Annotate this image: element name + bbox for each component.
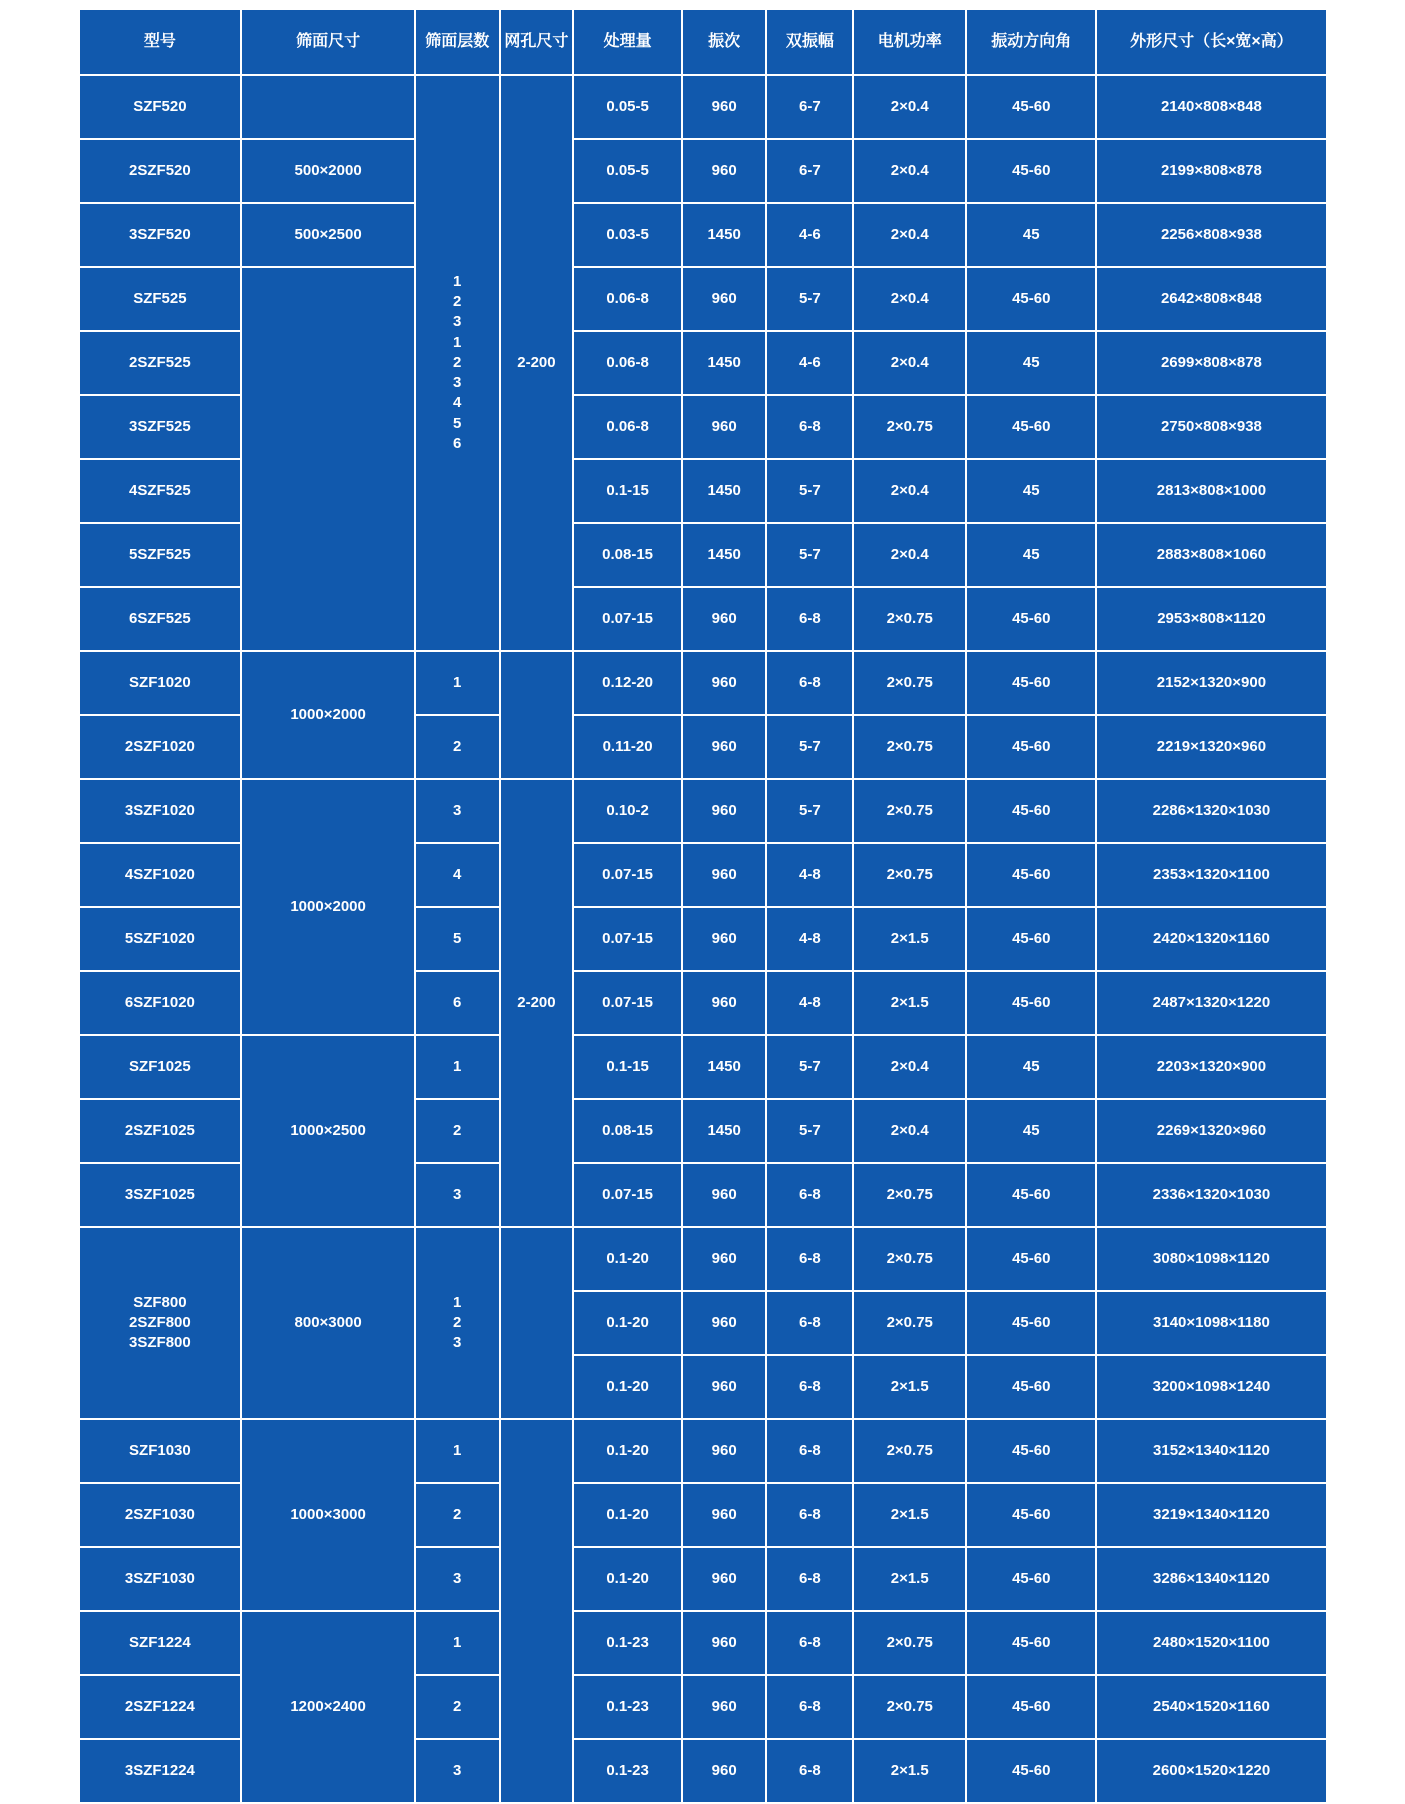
cell-dimensions: 2642×808×848 (1096, 267, 1326, 331)
cell-frequency: 1450 (682, 459, 767, 523)
cell-angle: 45-60 (966, 1675, 1096, 1739)
cell-model: 3SZF1020 (79, 779, 242, 843)
cell-angle: 45-60 (966, 75, 1096, 139)
cell-frequency: 960 (682, 1291, 767, 1355)
cell-angle: 45-60 (966, 715, 1096, 779)
cell-dimensions: 2953×808×1120 (1096, 587, 1326, 651)
table-row (79, 139, 1327, 203)
table-row (79, 779, 1327, 843)
cell-amplitude: 6-8 (766, 395, 853, 459)
cell-frequency: 960 (682, 907, 767, 971)
cell-capacity: 0.1-20 (573, 1227, 682, 1291)
cell-angle: 45-60 (966, 1163, 1096, 1227)
cell-model: SZF520 (79, 75, 242, 139)
cell-amplitude: 4-6 (766, 203, 853, 267)
cell-dimensions: 3140×1098×1180 (1096, 1291, 1326, 1355)
cell-screen-layers: 4 (415, 843, 500, 907)
cell-model: SZF1025 (79, 1035, 242, 1099)
cell-mesh-size: 2-200 (500, 75, 574, 651)
cell-dimensions: 2699×808×878 (1096, 331, 1326, 395)
cell-screen-layers-stack: 1 2 3 1 2 3 4 5 6 (415, 75, 500, 651)
cell-capacity: 0.03-5 (573, 203, 682, 267)
cell-angle: 45 (966, 523, 1096, 587)
cell-dimensions: 2353×1320×1100 (1096, 843, 1326, 907)
cell-dimensions: 3152×1340×1120 (1096, 1419, 1326, 1483)
cell-frequency: 960 (682, 1611, 767, 1675)
cell-screen-surface-size: 1200×2400 (241, 1611, 415, 1803)
table-row (79, 1227, 1327, 1291)
table-row (79, 1035, 1327, 1099)
cell-model: 3SZF1030 (79, 1547, 242, 1611)
cell-screen-surface-size: 500×2000 (241, 139, 415, 203)
cell-dimensions: 2152×1320×900 (1096, 651, 1326, 715)
cell-dimensions: 2480×1520×1100 (1096, 1611, 1326, 1675)
cell-power: 2×1.5 (853, 1547, 966, 1611)
cell-amplitude: 6-8 (766, 1547, 853, 1611)
cell-amplitude: 5-7 (766, 715, 853, 779)
table-header (79, 9, 1327, 75)
cell-model: 2SZF1025 (79, 1099, 242, 1163)
cell-screen-layers: 2 (415, 1675, 500, 1739)
cell-dimensions: 2286×1320×1030 (1096, 779, 1326, 843)
cell-dimensions: 2140×808×848 (1096, 75, 1326, 139)
cell-angle: 45-60 (966, 843, 1096, 907)
cell-power: 2×0.75 (853, 779, 966, 843)
cell-amplitude: 6-8 (766, 587, 853, 651)
cell-amplitude: 6-8 (766, 1163, 853, 1227)
cell-amplitude: 6-8 (766, 1483, 853, 1547)
header-model: 型号 (79, 9, 242, 75)
cell-angle: 45-60 (966, 587, 1096, 651)
cell-power: 2×1.5 (853, 1739, 966, 1803)
cell-power: 2×0.4 (853, 203, 966, 267)
cell-amplitude: 6-8 (766, 1675, 853, 1739)
cell-screen-surface-size: 800×3000 (241, 1227, 415, 1419)
cell-angle: 45-60 (966, 651, 1096, 715)
header-capacity: 处理量 (573, 9, 682, 75)
cell-amplitude: 4-8 (766, 971, 853, 1035)
cell-capacity: 0.1-23 (573, 1675, 682, 1739)
cell-angle: 45-60 (966, 779, 1096, 843)
cell-angle: 45 (966, 1099, 1096, 1163)
cell-capacity: 0.07-15 (573, 907, 682, 971)
cell-angle: 45-60 (966, 1739, 1096, 1803)
cell-screen-layers-stack: 1 2 3 (415, 1227, 500, 1419)
cell-capacity: 0.12-20 (573, 651, 682, 715)
cell-model: 2SZF1224 (79, 1675, 242, 1739)
cell-amplitude: 5-7 (766, 267, 853, 331)
cell-angle: 45-60 (966, 907, 1096, 971)
cell-model: 2SZF525 (79, 331, 242, 395)
cell-capacity: 0.07-15 (573, 1163, 682, 1227)
cell-capacity: 0.1-20 (573, 1291, 682, 1355)
cell-angle: 45 (966, 459, 1096, 523)
cell-power: 2×0.4 (853, 1099, 966, 1163)
header-mesh-size: 网孔尺寸 (500, 9, 574, 75)
cell-model: 6SZF525 (79, 587, 242, 651)
cell-model: SZF1020 (79, 651, 242, 715)
cell-capacity: 0.07-15 (573, 587, 682, 651)
cell-screen-surface-size: 1000×2000 (241, 651, 415, 779)
cell-capacity: 0.1-20 (573, 1547, 682, 1611)
cell-angle: 45-60 (966, 1419, 1096, 1483)
cell-screen-layers: 2 (415, 1099, 500, 1163)
cell-model: 5SZF1020 (79, 907, 242, 971)
cell-power: 2×0.4 (853, 523, 966, 587)
cell-frequency: 960 (682, 267, 767, 331)
cell-screen-layers: 6 (415, 971, 500, 1035)
cell-angle: 45-60 (966, 139, 1096, 203)
cell-power: 2×0.4 (853, 459, 966, 523)
cell-capacity: 0.06-8 (573, 267, 682, 331)
cell-capacity: 0.1-23 (573, 1739, 682, 1803)
cell-power: 2×0.75 (853, 843, 966, 907)
cell-model: 2SZF1030 (79, 1483, 242, 1547)
cell-dimensions: 2487×1320×1220 (1096, 971, 1326, 1035)
cell-screen-layers: 3 (415, 1547, 500, 1611)
header-vibration-frequency: 振次 (682, 9, 767, 75)
cell-dimensions: 3219×1340×1120 (1096, 1483, 1326, 1547)
cell-angle: 45-60 (966, 267, 1096, 331)
cell-power: 2×0.4 (853, 267, 966, 331)
cell-amplitude: 6-8 (766, 1355, 853, 1419)
cell-capacity: 0.1-15 (573, 459, 682, 523)
cell-amplitude: 4-6 (766, 331, 853, 395)
cell-dimensions: 2420×1320×1160 (1096, 907, 1326, 971)
cell-angle: 45 (966, 1035, 1096, 1099)
cell-frequency: 960 (682, 1355, 767, 1419)
cell-dimensions: 2219×1320×960 (1096, 715, 1326, 779)
cell-screen-layers: 1 (415, 651, 500, 715)
cell-capacity: 0.07-15 (573, 843, 682, 907)
cell-amplitude: 5-7 (766, 1035, 853, 1099)
cell-model: 5SZF525 (79, 523, 242, 587)
cell-amplitude: 4-8 (766, 843, 853, 907)
cell-angle: 45-60 (966, 1483, 1096, 1547)
table-row (79, 75, 1327, 139)
cell-screen-layers: 1 (415, 1035, 500, 1099)
cell-frequency: 960 (682, 1675, 767, 1739)
cell-dimensions: 2336×1320×1030 (1096, 1163, 1326, 1227)
vibrating-screen-spec-table (78, 8, 1328, 1804)
cell-frequency: 960 (682, 139, 767, 203)
cell-mesh-size-blank (500, 1419, 574, 1803)
cell-screen-surface-size: 1000×3000 (241, 1419, 415, 1611)
cell-frequency: 960 (682, 715, 767, 779)
cell-dimensions: 2203×1320×900 (1096, 1035, 1326, 1099)
cell-amplitude: 5-7 (766, 459, 853, 523)
cell-model: 4SZF1020 (79, 843, 242, 907)
cell-amplitude: 5-7 (766, 523, 853, 587)
cell-amplitude: 6-8 (766, 1291, 853, 1355)
table-row (79, 1611, 1327, 1675)
cell-capacity: 0.1-20 (573, 1419, 682, 1483)
cell-angle: 45-60 (966, 1611, 1096, 1675)
cell-model: 3SZF525 (79, 395, 242, 459)
table-row (79, 1419, 1327, 1483)
cell-screen-layers: 3 (415, 1163, 500, 1227)
header-screen-layers: 筛面层数 (415, 9, 500, 75)
cell-frequency: 960 (682, 651, 767, 715)
cell-amplitude: 6-7 (766, 75, 853, 139)
cell-capacity: 0.10-2 (573, 779, 682, 843)
cell-dimensions: 2540×1520×1160 (1096, 1675, 1326, 1739)
cell-angle: 45 (966, 203, 1096, 267)
cell-screen-layers: 5 (415, 907, 500, 971)
cell-dimensions: 2600×1520×1220 (1096, 1739, 1326, 1803)
cell-angle: 45 (966, 331, 1096, 395)
cell-power: 2×0.4 (853, 75, 966, 139)
cell-model: 3SZF520 (79, 203, 242, 267)
cell-power: 2×1.5 (853, 907, 966, 971)
cell-power: 2×1.5 (853, 1355, 966, 1419)
cell-power: 2×0.4 (853, 331, 966, 395)
cell-dimensions: 3200×1098×1240 (1096, 1355, 1326, 1419)
cell-dimensions: 2883×808×1060 (1096, 523, 1326, 587)
cell-screen-surface-size (241, 267, 415, 651)
cell-amplitude: 6-8 (766, 1611, 853, 1675)
cell-power: 2×0.75 (853, 1675, 966, 1739)
cell-frequency: 960 (682, 1739, 767, 1803)
cell-power: 2×0.75 (853, 587, 966, 651)
cell-screen-surface-size (241, 75, 415, 139)
cell-power: 2×0.75 (853, 395, 966, 459)
cell-angle: 45-60 (966, 971, 1096, 1035)
table-body (79, 75, 1327, 1803)
cell-model: SZF525 (79, 267, 242, 331)
cell-frequency: 1450 (682, 331, 767, 395)
cell-capacity: 0.1-20 (573, 1483, 682, 1547)
header-screen-surface-size: 筛面尺寸 (241, 9, 415, 75)
cell-model-stack: SZF800 2SZF800 3SZF800 (79, 1227, 242, 1419)
table-row (79, 651, 1327, 715)
cell-screen-layers: 1 (415, 1419, 500, 1483)
cell-amplitude: 5-7 (766, 779, 853, 843)
cell-amplitude: 6-7 (766, 139, 853, 203)
cell-power: 2×0.75 (853, 1163, 966, 1227)
cell-power: 2×0.75 (853, 1227, 966, 1291)
cell-dimensions: 2750×808×938 (1096, 395, 1326, 459)
cell-model: SZF1030 (79, 1419, 242, 1483)
cell-screen-layers: 2 (415, 1483, 500, 1547)
cell-model: 3SZF1025 (79, 1163, 242, 1227)
cell-angle: 45-60 (966, 1547, 1096, 1611)
cell-mesh-size-blank (500, 1227, 574, 1419)
cell-frequency: 960 (682, 971, 767, 1035)
cell-model: 4SZF525 (79, 459, 242, 523)
cell-frequency: 960 (682, 1163, 767, 1227)
cell-screen-layers: 2 (415, 715, 500, 779)
cell-frequency: 1450 (682, 1035, 767, 1099)
cell-frequency: 1450 (682, 203, 767, 267)
cell-power: 2×0.75 (853, 651, 966, 715)
cell-model: 2SZF1020 (79, 715, 242, 779)
cell-power: 2×0.75 (853, 1611, 966, 1675)
cell-capacity: 0.1-15 (573, 1035, 682, 1099)
cell-amplitude: 6-8 (766, 651, 853, 715)
cell-frequency: 1450 (682, 1099, 767, 1163)
cell-amplitude: 5-7 (766, 1099, 853, 1163)
cell-screen-layers: 1 (415, 1611, 500, 1675)
cell-frequency: 960 (682, 1483, 767, 1547)
cell-screen-surface-size: 1000×2000 (241, 779, 415, 1035)
cell-screen-layers: 3 (415, 779, 500, 843)
cell-dimensions: 2269×1320×960 (1096, 1099, 1326, 1163)
cell-frequency: 960 (682, 1227, 767, 1291)
cell-dimensions: 2256×808×938 (1096, 203, 1326, 267)
cell-capacity: 0.08-15 (573, 1099, 682, 1163)
cell-capacity: 0.05-5 (573, 139, 682, 203)
cell-dimensions: 3286×1340×1120 (1096, 1547, 1326, 1611)
cell-screen-surface-size: 1000×2500 (241, 1035, 415, 1227)
cell-dimensions: 2199×808×878 (1096, 139, 1326, 203)
cell-amplitude: 4-8 (766, 907, 853, 971)
cell-angle: 45-60 (966, 395, 1096, 459)
cell-power: 2×0.75 (853, 715, 966, 779)
cell-frequency: 960 (682, 779, 767, 843)
cell-angle: 45-60 (966, 1355, 1096, 1419)
cell-frequency: 960 (682, 395, 767, 459)
cell-amplitude: 6-8 (766, 1419, 853, 1483)
cell-frequency: 960 (682, 75, 767, 139)
header-row (79, 9, 1327, 75)
table-row (79, 203, 1327, 267)
cell-dimensions: 2813×808×1000 (1096, 459, 1326, 523)
cell-capacity: 0.05-5 (573, 75, 682, 139)
cell-power: 2×1.5 (853, 1483, 966, 1547)
cell-amplitude: 6-8 (766, 1227, 853, 1291)
cell-model: 3SZF1224 (79, 1739, 242, 1803)
cell-capacity: 0.1-20 (573, 1355, 682, 1419)
cell-capacity: 0.1-23 (573, 1611, 682, 1675)
cell-capacity: 0.08-15 (573, 523, 682, 587)
cell-amplitude: 6-8 (766, 1739, 853, 1803)
cell-model: 6SZF1020 (79, 971, 242, 1035)
cell-power: 2×1.5 (853, 971, 966, 1035)
cell-power: 2×0.75 (853, 1291, 966, 1355)
cell-power: 2×0.75 (853, 1419, 966, 1483)
cell-frequency: 1450 (682, 523, 767, 587)
cell-angle: 45-60 (966, 1227, 1096, 1291)
cell-model: SZF1224 (79, 1611, 242, 1675)
cell-capacity: 0.11-20 (573, 715, 682, 779)
cell-capacity: 0.06-8 (573, 395, 682, 459)
cell-power: 2×0.4 (853, 1035, 966, 1099)
cell-capacity: 0.06-8 (573, 331, 682, 395)
header-motor-power: 电机功率 (853, 9, 966, 75)
cell-frequency: 960 (682, 1547, 767, 1611)
header-double-amplitude: 双振幅 (766, 9, 853, 75)
cell-frequency: 960 (682, 1419, 767, 1483)
cell-dimensions: 3080×1098×1120 (1096, 1227, 1326, 1291)
header-overall-dimensions: 外形尺寸（长×宽×高） (1096, 9, 1326, 75)
cell-mesh-size-blank (500, 651, 574, 779)
cell-capacity: 0.07-15 (573, 971, 682, 1035)
header-vibration-direction-angle: 振动方向角 (966, 9, 1096, 75)
cell-mesh-size: 2-200 (500, 779, 574, 1227)
cell-frequency: 960 (682, 843, 767, 907)
cell-angle: 45-60 (966, 1291, 1096, 1355)
cell-power: 2×0.4 (853, 139, 966, 203)
cell-screen-layers: 3 (415, 1739, 500, 1803)
cell-frequency: 960 (682, 587, 767, 651)
cell-screen-surface-size: 500×2500 (241, 203, 415, 267)
cell-model: 2SZF520 (79, 139, 242, 203)
table-row (79, 267, 1327, 331)
